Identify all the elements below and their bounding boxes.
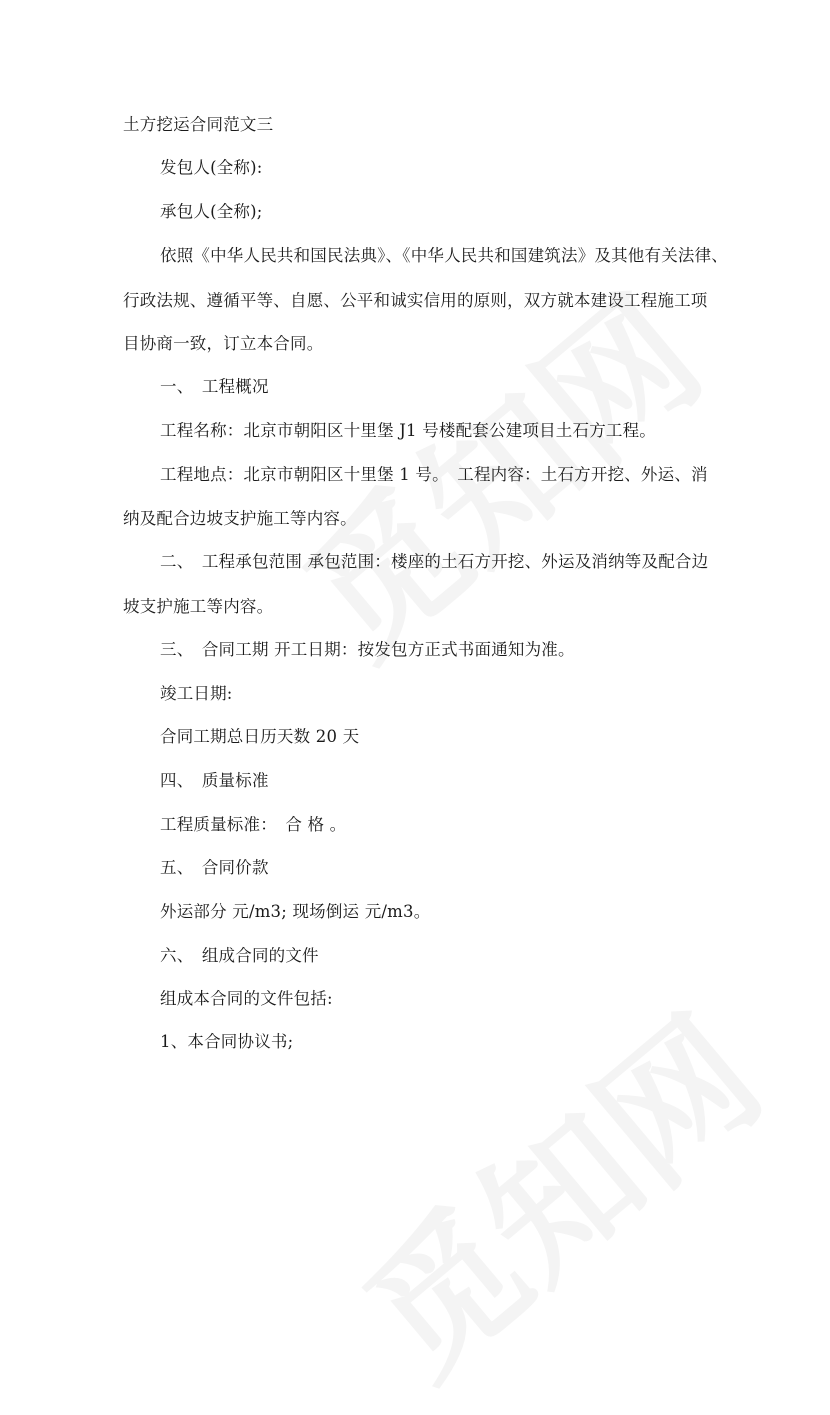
paragraph-line: 工程质量标准： 合 格 。 [160, 815, 347, 834]
watermark [313, 961, 797, 1415]
section-heading: 三、 合同工期 开工日期：按发包方正式书面通知为准。 [160, 640, 575, 659]
paragraph-line: 合同工期总日历天数 20 天 [160, 727, 360, 746]
paragraph-line: 行政法规、遵循平等、自愿、公平和诚实信用的原则，双方就本建设工程施工项 [123, 291, 708, 310]
section-heading: 五、 合同价款 [160, 858, 269, 877]
document-title: 土方挖运合同范文三 [123, 115, 274, 134]
section-heading: 一、 工程概况 [160, 377, 269, 396]
paragraph-line: 竣工日期: [160, 684, 233, 703]
paragraph-line: 依照《中华人民共和国民法典》、《中华人民共和国建筑法》及其他有关法律、 [160, 246, 728, 265]
paragraph-line: 工程地点：北京市朝阳区十里堡 1 号。 工程内容：土石方开挖、外运、消 [160, 465, 708, 484]
paragraph-line: 组成本合同的文件包括: [160, 989, 333, 1008]
paragraph-line: 坡支护施工等内容。 [123, 597, 274, 616]
paragraph-line: 纳及配合边坡支护施工等内容。 [123, 509, 357, 528]
paragraph-line: 工程名称：北京市朝阳区十里堡 J1 号楼配套公建项目土石方工程。 [160, 421, 657, 440]
list-item: 1、本合同协议书; [160, 1032, 294, 1051]
paragraph-line: 承包人(全称); [160, 202, 263, 221]
section-heading: 六、 组成合同的文件 [160, 946, 319, 965]
paragraph-line: 外运部分 元/m3; 现场倒运 元/m3。 [160, 902, 431, 921]
section-heading: 二、 工程承包范围 承包范围：楼座的土石方开挖、外运及消纳等及配合边 [160, 552, 709, 571]
section-heading: 四、 质量标准 [160, 771, 269, 790]
paragraph-line: 发包人(全称): [160, 158, 263, 177]
paragraph-line: 目协商一致，订立本合同。 [123, 334, 324, 353]
